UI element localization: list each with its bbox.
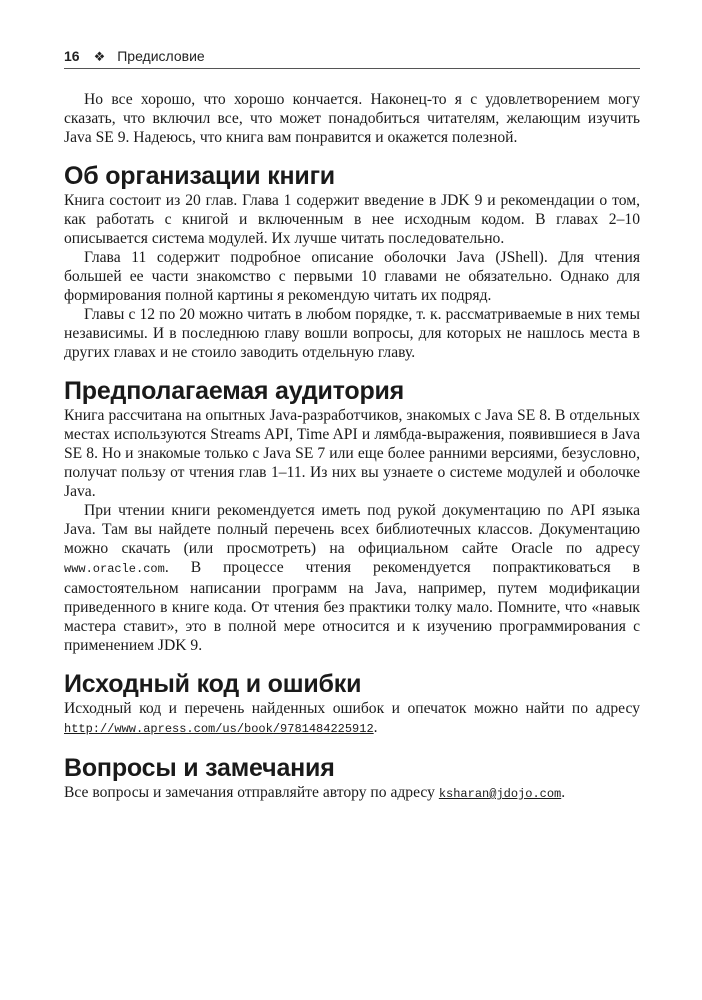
author-email-link[interactable]: ksharan@jdojo.com	[438, 787, 562, 801]
audience-paragraph-2	[64, 501, 640, 655]
audience-text-before: При чтении книги рекомендуется иметь под рукой документацию по API языка Java. Там вы найдете полный перечень всех библиотечных классов. Документацию можно скачать (или просмотреть) на официальном сайте Oracle по адресу	[64, 502, 640, 557]
running-header	[64, 48, 640, 69]
heading-questions: Вопросы и замечания	[64, 754, 335, 782]
audience-paragraph-1: Книга рассчитана на опытных Java-разработчиков, знакомых с Java SE 8. В отдельных местах используются Streams API, Time API и лямбда-выражения, появившиеся в Java SE 8. Но и знакомые только с Java SE 7 или еще более ранними версиями, безусловно, получат пользу от чтения глав 1–11. Из них вы узнаете о системе модулей и оболочке Java.	[64, 407, 640, 500]
heading-source-code: Исходный код и ошибки	[64, 670, 362, 698]
organization-paragraph-1: Книга состоит из 20 глав. Глава 1 содержит введение в JDK 9 и рекомендации о том, как работать с книгой и включенным в нее исходным кодом. В главах 2–10 описывается система модулей. Их лучше читать последовательно.	[64, 192, 640, 247]
book-page	[64, 48, 640, 804]
intro-paragraph: Но все хорошо, что хорошо кончается. Наконец-то я с удовлетворением могу сказать, что включил все, что может понадобиться читателям, желающим изучить Java SE 9. Надеюсь, что книга вам понравится и окажется полезной.	[64, 91, 640, 146]
apress-link[interactable]: http://www.apress.com/us/book/9781484225912	[64, 722, 374, 736]
organization-paragraph-3: Главы с 12 по 20 можно читать в любом порядке, т. к. рассматриваемые в них темы независимы. И в последнюю главу вошли вопросы, для которых не нашлось места в других главах и не стоило заводить отдельную главу.	[64, 306, 640, 361]
questions-text-before: Все вопросы и замечания отправляйте автору по адресу	[64, 784, 439, 801]
page-number: 16	[64, 48, 80, 64]
ornament-icon: ❖	[93, 49, 106, 64]
questions-paragraph	[64, 783, 640, 804]
audience-text-after: . В процессе чтения рекомендуется попрактиковаться в самостоятельном написании программ на Java, например, путем модификации приведенного в книге кода. От чтения без практики толку мало. Помните, что «навык мастера ставит», это в полной мере относится и к изучению программирования с применением JDK 9.	[64, 559, 640, 654]
organization-paragraph-2: Глава 11 содержит подробное описание оболочки Java (JShell). Для чтения большей ее части знакомство с первыми 10 главами не обязательно. Однако для формирования полной картины я рекомендую читать их подряд.	[64, 249, 640, 304]
source-code-text-before: Исходный код и перечень найденных ошибок и опечаток можно найти по адресу	[64, 700, 640, 717]
chapter-title: Предисловие	[117, 48, 205, 64]
questions-text-after: .	[561, 784, 566, 801]
oracle-url: www.oracle.com	[64, 562, 165, 576]
heading-audience: Предполагаемая аудитория	[64, 377, 405, 405]
source-code-paragraph	[64, 699, 640, 739]
source-code-text-after: .	[373, 719, 378, 736]
heading-organization: Об организации книги	[64, 162, 335, 190]
